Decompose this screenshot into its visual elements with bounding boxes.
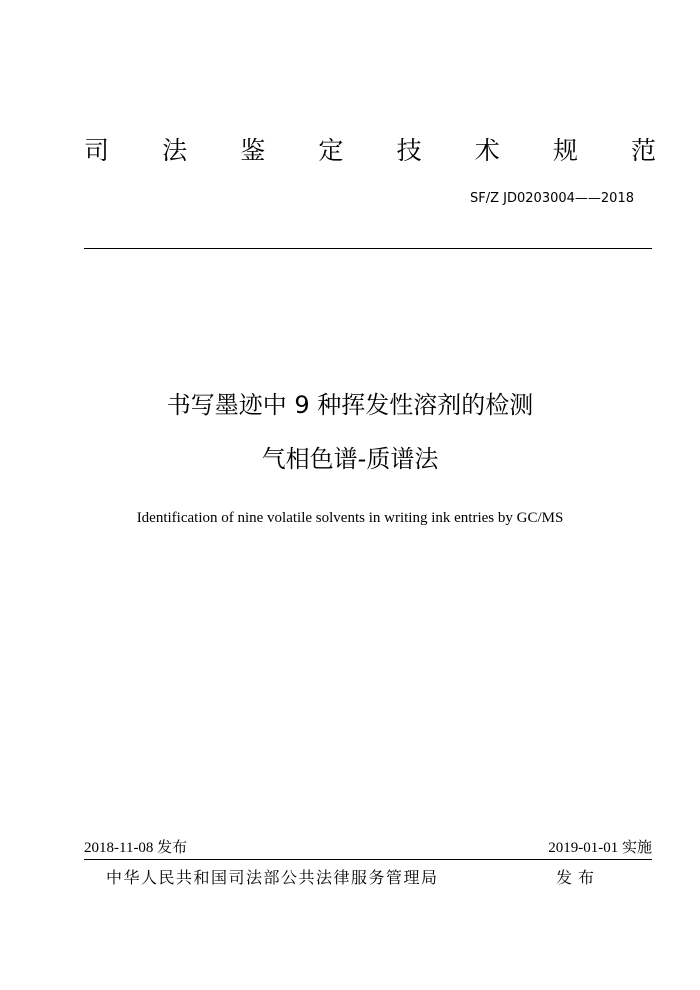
english-title: Identification of nine volatile solvents in writing ink entries by GC/MS — [136, 510, 564, 526]
date-row — [84, 838, 652, 858]
series-char: 规 — [552, 136, 578, 165]
implementation-date: 2019-01-01 实施 — [548, 840, 652, 856]
series-char: 司 — [84, 136, 110, 165]
series-char: 术 — [474, 136, 500, 165]
series-char: 范 — [630, 136, 656, 165]
series-char: 技 — [396, 136, 422, 165]
series-char: 法 — [162, 136, 188, 165]
document-title: 书写墨迹中 9 种挥发性溶剂的检测 — [166, 391, 534, 419]
series-char: 定 — [318, 136, 344, 165]
issue-date: 2018-11-08 发布 — [84, 840, 188, 856]
standard-series-title — [84, 134, 656, 168]
header-divider — [84, 248, 652, 249]
issue-label: 发布 — [556, 868, 601, 887]
issuing-authority: 中华人民共和国司法部公共法律服务管理局 — [106, 868, 439, 887]
series-char: 鉴 — [240, 136, 266, 165]
document-subtitle: 气相色谱-质谱法 — [261, 445, 439, 473]
standard-code: SF/Z JD0203004——2018 — [470, 191, 634, 206]
footer-divider — [84, 859, 652, 860]
